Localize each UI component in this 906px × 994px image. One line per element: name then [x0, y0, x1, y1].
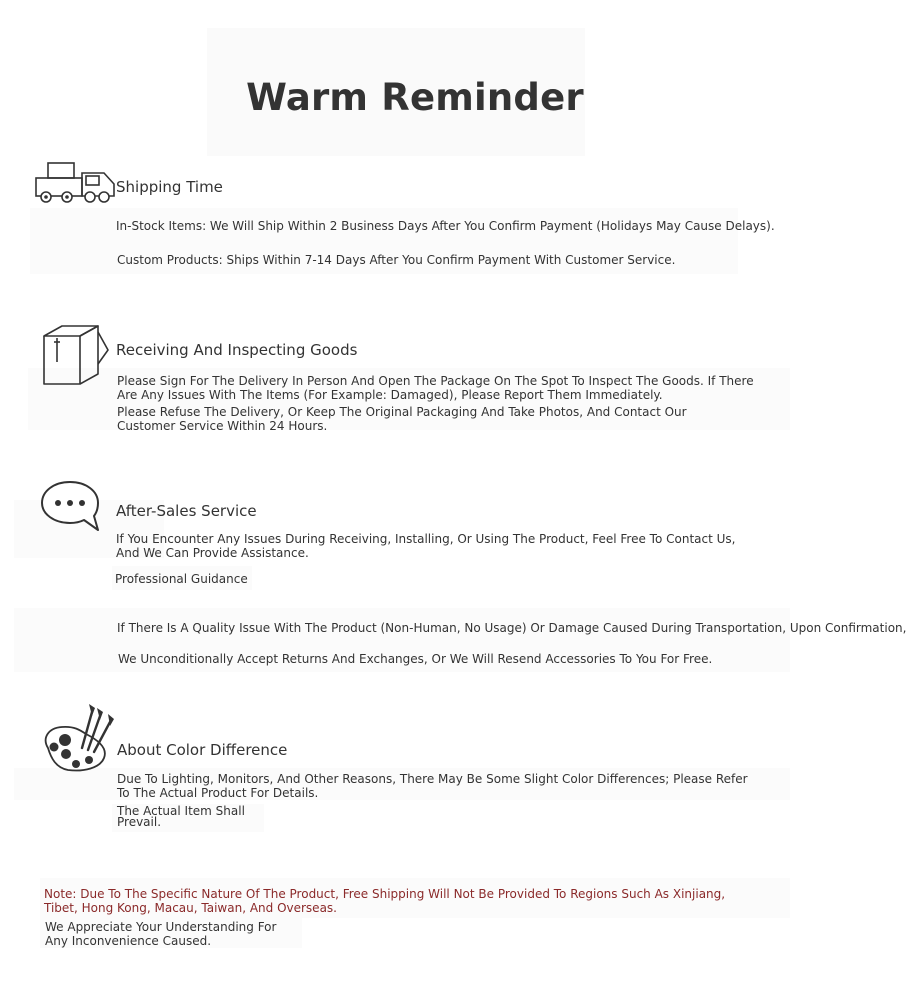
page-title: Warm Reminder: [246, 76, 584, 119]
color-difference-text: Due To Lighting, Monitors, And Other Reasons, There May Be Some Slight Color Differences; Please Refer To The Actual Product For Details.: [117, 772, 748, 800]
section-heading: After-Sales Service: [116, 502, 257, 520]
palette-icon: [40, 702, 116, 774]
section-heading: About Color Difference: [117, 741, 288, 759]
actual-item-text: The Actual Item Shall Prevail.: [117, 804, 245, 829]
section-heading: Receiving And Inspecting Goods: [116, 341, 358, 359]
shipping-note-text: Note: Due To The Specific Nature Of The Product, Free Shipping Will Not Be Provided To Regions Such As Xinjiang, Tibet, Hong Kong, Macau, Taiwan, And Overseas.: [44, 887, 726, 915]
professional-guidance-label: Professional Guidance: [115, 572, 248, 586]
shipping-custom-text: Custom Products: Ships Within 7-14 Days After You Confirm Payment With Customer Service.: [117, 253, 676, 267]
receiving-sign-text: Please Sign For The Delivery In Person And Open The Package On The Spot To Inspect The Goods. If There Are Any Issues With The Items (For Example: Damaged), Please Report Them Immediately.: [117, 374, 754, 402]
thanks-text: We Appreciate Your Understanding For Any Inconvenience Caused.: [45, 920, 277, 948]
quality-issue-text: If There Is A Quality Issue With The Product (Non-Human, No Usage) Or Damage Caused During Transportation, Upon Confirmation,: [117, 621, 906, 635]
package-icon: [40, 324, 112, 390]
section-heading: Shipping Time: [116, 178, 223, 196]
aftersales-contact-text: If You Encounter Any Issues During Receiving, Installing, Or Using The Product, Feel Free To Contact Us, And We Can Provide Assistance.: [116, 532, 736, 560]
shipping-instock-text: In-Stock Items: We Will Ship Within 2 Business Days After You Confirm Payment (Holidays May Cause Delays).: [116, 219, 775, 233]
truck-icon: [34, 160, 122, 206]
chat-bubble-icon: [40, 478, 102, 534]
returns-text: We Unconditionally Accept Returns And Exchanges, Or We Will Resend Accessories To You For Free.: [118, 652, 713, 666]
receiving-refuse-text: Please Refuse The Delivery, Or Keep The Original Packaging And Take Photos, And Contact Our Customer Service Within 24 Hours.: [117, 405, 687, 433]
